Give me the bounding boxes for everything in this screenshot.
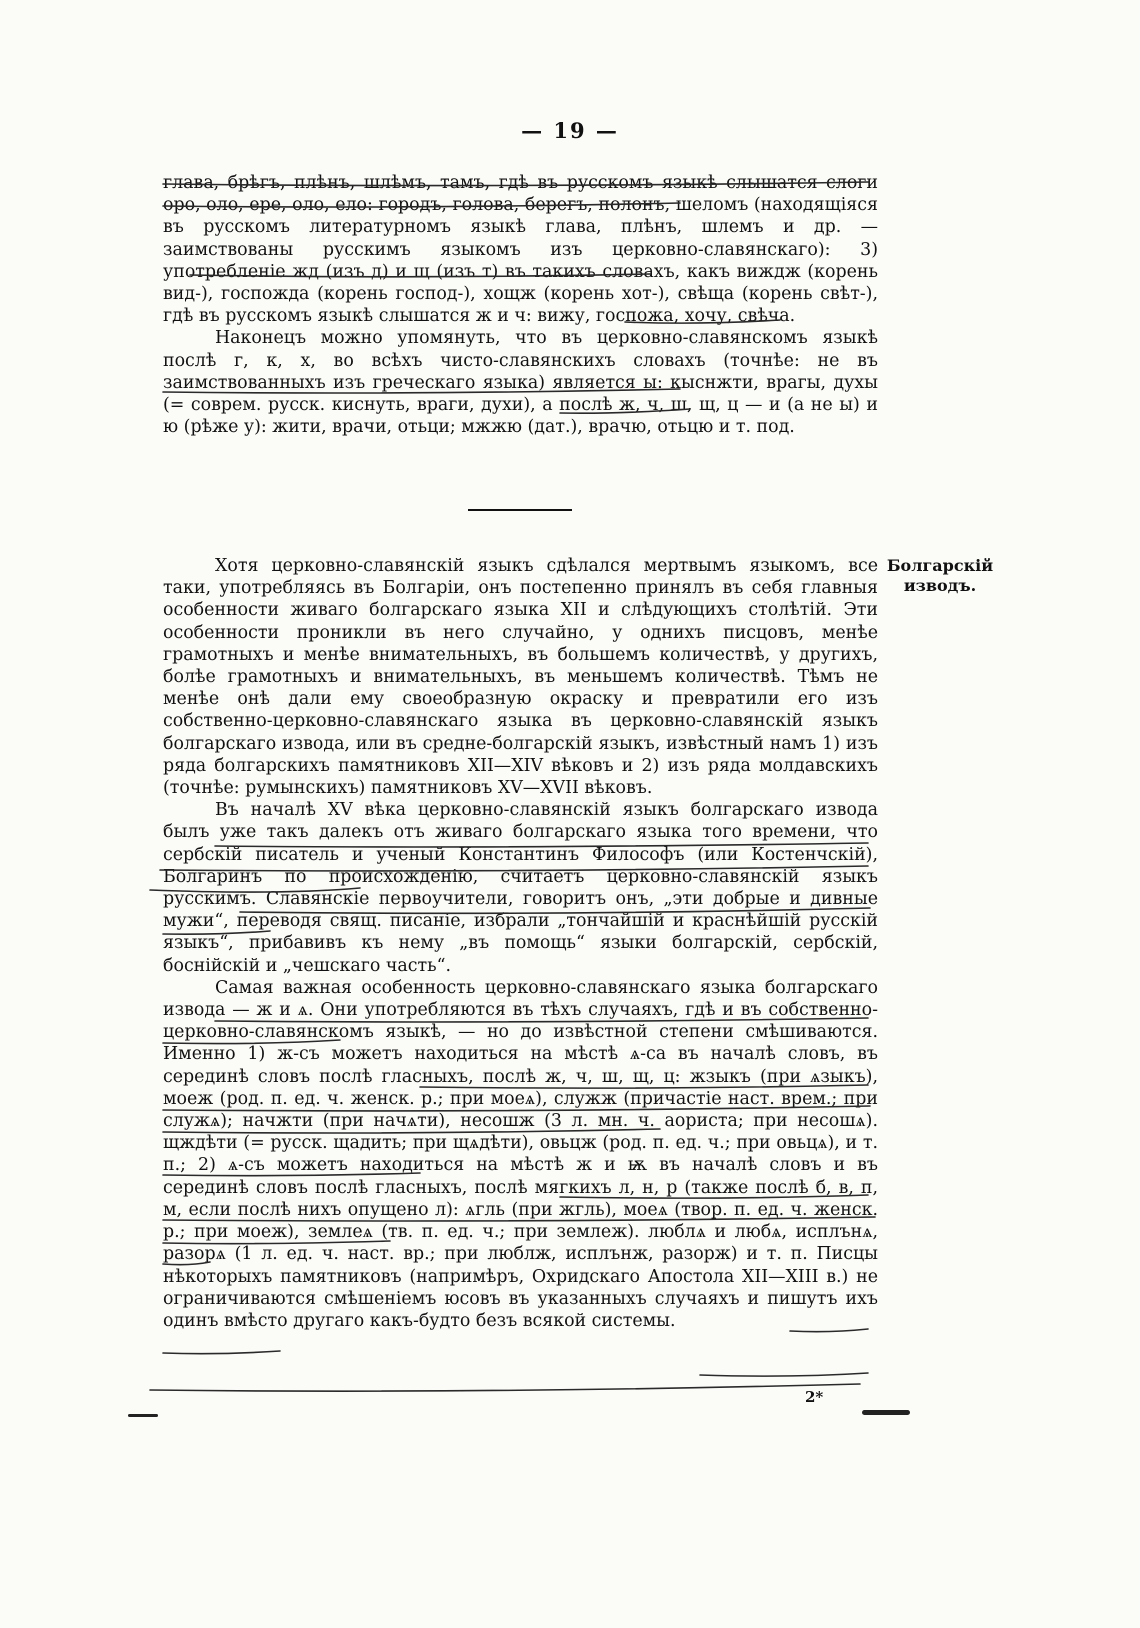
signature-mark: 2*: [805, 1388, 824, 1406]
margin-note-line-2: изводъ.: [903, 576, 977, 595]
underline-mark: [700, 1373, 868, 1376]
bottom-text-block: [163, 555, 878, 1332]
underline-mark: [163, 1351, 280, 1354]
margin-note: [885, 556, 995, 596]
paragraph-konstantin: Въ началѣ XV вѣка церковно-славянскій языкъ болгарскаго извода былъ уже такъ далекъ отъ живаго болгарскаго языка того времени, что сербскій писатель и ученый Константинъ Философъ (или Костенчскій), Болгаринъ по происхожденію, считаетъ церковно-славянскій языкъ русскимъ. Славянскіе первоучители, говоритъ онъ, „эти добрые и дивные мужи“, переводя свящ. писаніе, избрали „тончайшій и краснѣйшій русскій языкъ“, прибавивъ къ нему „въ помощь“ языки болгарскій, сербскій, боснійскій и „чешскаго часть“.: [163, 800, 878, 976]
page-number: — 19 —: [521, 118, 619, 143]
underline-mark: [150, 1384, 860, 1391]
section-divider: [468, 509, 572, 511]
paragraph-bulgarian-recension: Хотя церковно-славянскій языкъ сдѣлался мертвымъ языкомъ, все таки, употребляясь въ Болгаріи, онъ постепенно принялъ въ себя главныя особенности живаго болгарскаго языка XII и слѣдующихъ столѣтій. Эти особенности проникли въ него случайно, у однихъ писцовъ, менѣе грамотныхъ и менѣе внимательныхъ, въ большемъ количествѣ, у другихъ, болѣе грамотныхъ и внимательныхъ, въ меньшемъ количествѣ. Тѣмъ не менѣе онѣ дали ему своеобразную окраску и превратили его изъ собственно-церковно-славянскаго языка въ церковно-славянскій языкъ болгарскаго извода, или въ средне-болгарскій языкъ, извѣстный намъ 1) изъ ряда болгарскихъ памятниковъ XII—XIV вѣковъ и 2) изъ ряда молдавскихъ (точнѣе: румынскихъ) памятниковъ XV—XVII вѣковъ.: [163, 556, 878, 799]
ink-smudge-right: [862, 1410, 910, 1415]
top-text-block: [163, 172, 878, 438]
ink-smudge-left: [128, 1414, 158, 1417]
paragraph-palatals: Наконецъ можно упомянуть, что въ церковно-славянскомъ языкѣ послѣ г, к, х, во всѣхъ чисто-славянскихъ словахъ (точнѣе: не въ заимствованныхъ изъ греческаго языка) является ы: кыснжти, врагы, духы (= соврем. русск. киснуть, враги, духи), а послѣ ж, ч, ш, щ, ц — и (а не ы) и ю (рѣже у): жити, врачи, отьци; мжжю (дат.), врачю, отьцю и т. под.: [163, 328, 878, 438]
margin-note-line-1: Болгарскій: [886, 556, 994, 575]
paragraph-yuses: Самая важная особенность церковно-славянскаго языка болгарскаго извода — ж и ѧ. Они употребляются въ тѣхъ случаяхъ, гдѣ и въ собственно-церковно-славянскомъ языкѣ, — но до извѣстной степени смѣшиваются. Именно 1) ж-съ можетъ находиться на мѣстѣ ѧ-са въ началѣ словъ, въ серединѣ словъ послѣ гласныхъ, послѣ ж, ч, ш, щ, ц: жзыкъ (при ѧзыкъ), моеж (род. п. ед. ч. женск. р.; при моеѧ), служж (причастіе наст. врем.; при служѧ); начжти (при начѧти), несошж (3 л. мн. ч. аориста; при несошѧ). щждѣти (= русск. щадить; при щѧдѣти), овьцж (род. п. ед. ч.; при овьцѧ), и т. п.; 2) ѧ-съ можетъ находиться на мѣстѣ ж и ѭ въ началѣ словъ и въ серединѣ словъ послѣ гласныхъ, послѣ мягкихъ л, н, р (также послѣ б, в, п, м, если послѣ нихъ опущено л): ѧгль (при жгль), моеѧ (твор. п. ед. ч. женск. р.; при моеж), землеѧ (тв. п. ед. ч.; при землеж). люблѧ и любѧ, исплънѧ, разорѧ (1 л. ед. ч. наст. вр.; при люблж, исплънж, разорж) и т. п. Писцы нѣкоторыхъ памятниковъ (напримѣръ, Охридскаго Апостола XII—XIII в.) не ограничиваются смѣшеніемъ юсовъ въ указанныхъ случаяхъ и пишутъ ихъ одинъ вмѣсто другаго какъ-будто безъ всякой системы.: [163, 977, 878, 1331]
paragraph-continuation: глава, брѣгъ, плѣнъ, шлѣмъ, тамъ, гдѣ въ русскомъ языкѣ слышатся слоги оро, оло, ере, оло, ело: городъ, голова, берегъ, полонъ, шеломъ (находящіяся въ русскомъ литературномъ языкѣ глава, плѣнъ, шлемъ и др. — заимствованы русскимъ языкомъ изъ церковно-славянскаго): 3) употребленіе жд (изъ д) и щ (изъ т) въ такихъ словахъ, какъ виждж (корень вид-), госпожда (корень господ-), хощж (корень хот-), свѣща (корень свѣт-), гдѣ въ русскомъ языкѣ слышатся ж и ч: вижу, госпожа, хочу, свѣча.: [163, 173, 878, 327]
